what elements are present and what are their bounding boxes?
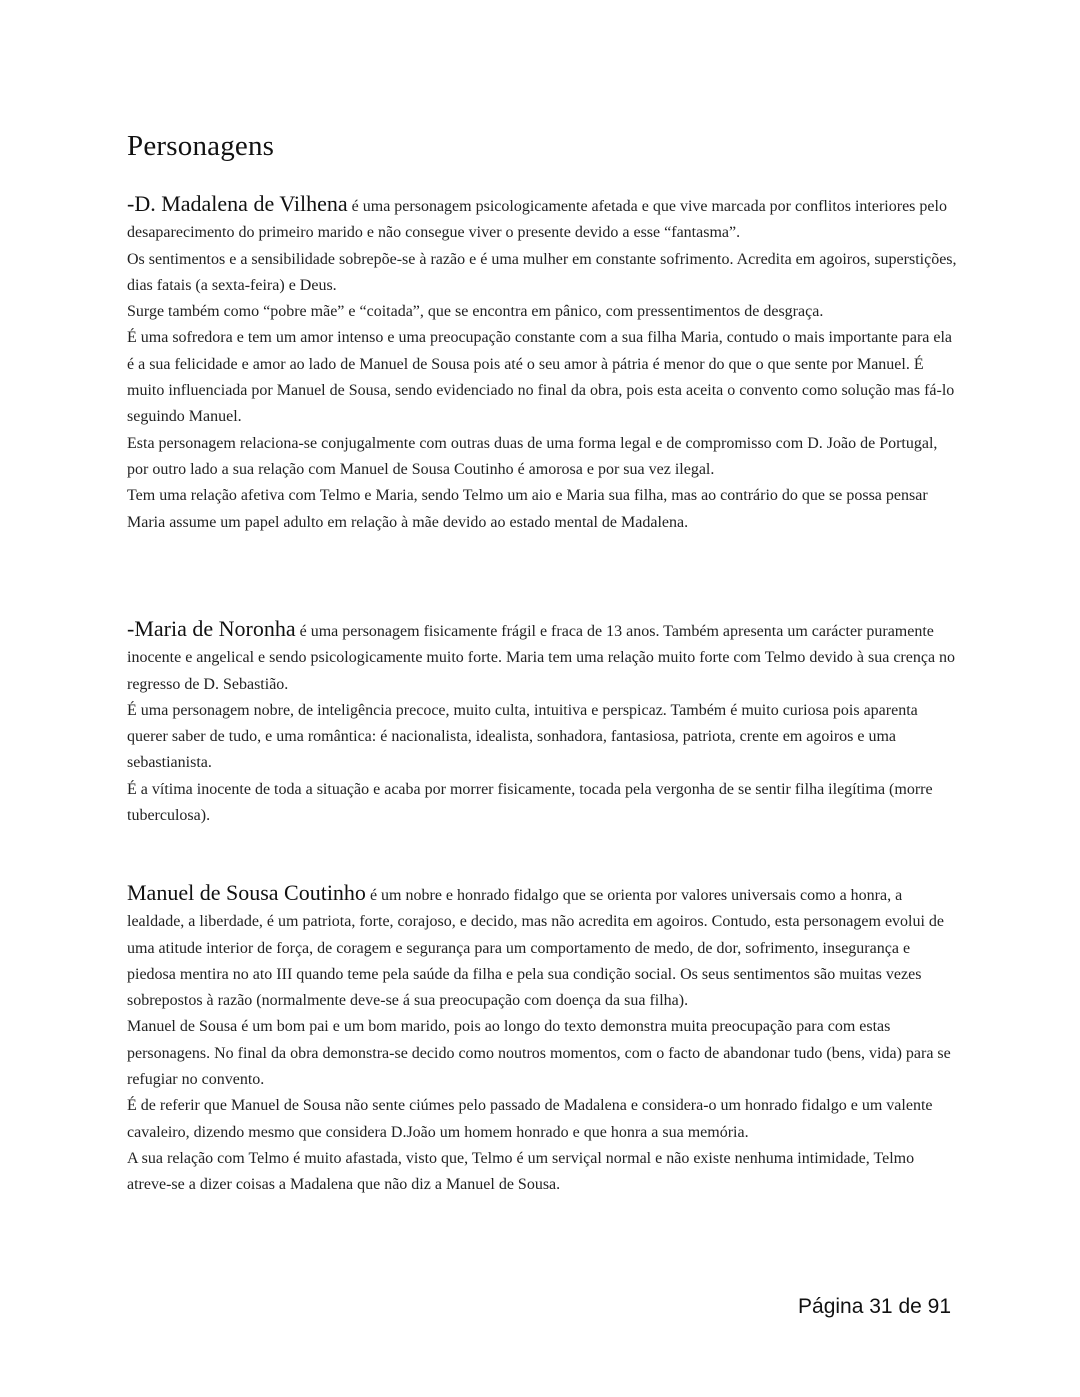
- paragraph: É uma sofredora e tem um amor intenso e uma preocupação constante com a sua filha Maria, contudo o mais importante para ela é a sua felicidade e amor ao lado de Manuel de Sousa pois até o seu amor à pátria é menor do que o que sente por Manuel. É muito influenciada por Manuel de Sousa, sendo evidenciado no final da obra, pois esta aceita o convento como solução mas fá-lo seguindo Manuel.: [127, 329, 955, 426]
- section-intro: [127, 880, 957, 1014]
- paragraph: A sua relação com Telmo é muito afastada, visto que, Telmo é um serviçal normal e não existe nenhuma intimidade, Telmo atreve-se a dizer coisas a Madalena que não diz a Manuel de Sousa.: [127, 1149, 915, 1194]
- character-name: -D. Madalena de Vilhena: [127, 191, 348, 216]
- section-madalena: [127, 191, 957, 536]
- paragraph: É de referir que Manuel de Sousa não sente ciúmes pelo passado de Madalena e considera-o um honrado fidalgo e um valente cavaleiro, dizendo mesmo que considera D.João um homem honrado e que honra a sua memória.: [127, 1097, 933, 1141]
- paragraph: É uma personagem nobre, de inteligência precoce, muito culta, intuitiva e perspicaz. Também é muito curiosa pois aparenta querer saber de tudo, e uma romântica: é nacionalista, idealista, sonhadora, fantasiosa, patriota, crente em agoiros e uma sebastianista.: [127, 701, 918, 772]
- paragraph: Esta personagem relaciona-se conjugalmente com outras duas de uma forma legal e de compromisso com D. João de Portugal, por outro lado a sua relação com Manuel de Sousa Coutinho é amorosa e por sua vez ilegal.: [127, 434, 938, 478]
- intro-text: é um nobre e honrado fidalgo que se orienta por valores universais como a honra, a lealdade, a liberdade, é um patriota, forte, corajoso, e decido, mas não acredita em agoiros. Contudo, esta personagem evolui de uma atitude interior de força, de coragem e segurança para um comportamento de medo, de dor, sofrimento, insegurança e piedosa mentira no ato III quando teme pela saúde da filha e pela sua condição social. Os seus sentimentos são muitas vezes sobrepostos à razão (normalmente deve-se á sua preocupação com doença da sua filha).: [127, 887, 945, 1010]
- paragraph: Manuel de Sousa é um bom pai e um bom marido, pois ao longo do texto demonstra muita preocupação para com estas personagens. No final da obra demonstra-se decido como noutros momentos, com o facto de abandonar tudo (bens, vida) para se refugiar no convento.: [127, 1018, 951, 1089]
- character-name: Manuel de Sousa Coutinho: [127, 880, 366, 905]
- section-intro: [127, 191, 957, 247]
- intro-text: é uma personagem fisicamente frágil e fraca de 13 anos. Também apresenta um carácter puramente inocente e angelical e sendo psicologicamente muito forte. Maria tem uma relação muito forte com Telmo devido à sua crença no regresso de D. Sebastião.: [127, 623, 956, 693]
- section-intro: [127, 616, 957, 698]
- section-manuel: [127, 880, 957, 1199]
- intro-text: é uma personagem psicologicamente afetada e que vive marcada por conflitos interiores pelo desaparecimento do primeiro marido e não consegue viver o presente devido a esse “fantasma”.: [127, 198, 947, 242]
- character-name: -Maria de Noronha: [127, 616, 296, 641]
- page-title: Personagens: [127, 130, 275, 162]
- section-maria: [127, 616, 957, 829]
- paragraph: É a vítima inocente de toda a situação e acaba por morrer fisicamente, tocada pela vergonha de se sentir filha ilegítima (morre tuberculosa).: [127, 780, 933, 825]
- paragraph: Surge também como “pobre mãe” e “coitada”, que se encontra em pânico, com pressentimentos de desgraça.: [127, 303, 824, 321]
- paragraph: Tem uma relação afetiva com Telmo e Maria, sendo Telmo um aio e Maria sua filha, mas ao contrário do que se possa pensar Maria assume um papel adulto em relação à mãe devido ao estado mental de Madalena.: [127, 487, 928, 531]
- page-number: Página 31 de 91: [798, 1295, 951, 1318]
- paragraph: Os sentimentos e a sensibilidade sobrepõe-se à razão e é uma mulher em constante sofrimento. Acredita em agoiros, superstições, dias fatais (a sexta-feira) e Deus.: [127, 250, 957, 294]
